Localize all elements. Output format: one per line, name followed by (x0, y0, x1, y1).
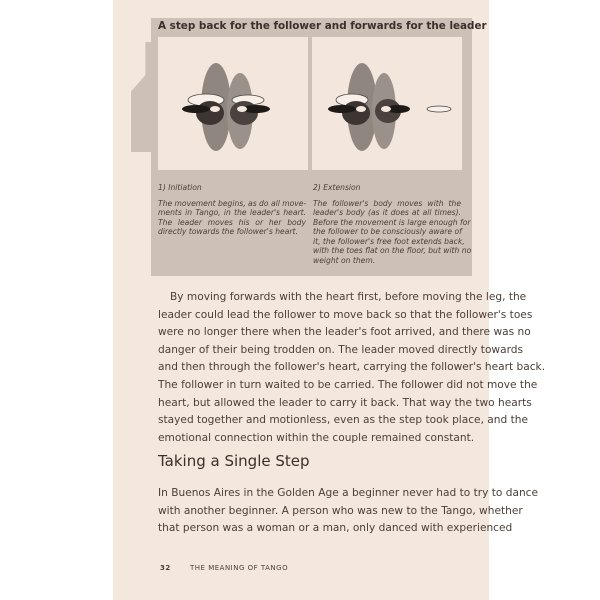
text-line: stayed together and motionless, even as the step took place, and the (158, 414, 528, 427)
caption-line: weight on them. (313, 255, 376, 265)
caption-line: The follower's body moves with the (313, 198, 461, 208)
text-line: and then through the follower's heart, carrying the follower's heart back. (158, 361, 546, 374)
figure-panel-initiation (158, 37, 308, 170)
caption-line: it, the follower's free foot extends back, (313, 236, 465, 246)
text-line: that person was a woman or a man, only danced with experienced (158, 522, 513, 535)
text-line: danger of their being trodden on. The leader moved directly towards (158, 343, 523, 356)
text-line: were no longer there when the leader's foot arrived, and there was no (158, 326, 531, 339)
paragraph-1 (158, 289, 546, 447)
caption-line: The leader moves his or her body (158, 217, 306, 227)
caption-line: leader's body (as it does at all times). (313, 208, 461, 217)
caption-line: ments in Tango, in the leader's heart. (158, 208, 306, 217)
caption-line: with the toes flat on the floor, but with no (313, 246, 472, 255)
paragraph-2 (158, 485, 538, 538)
page-number: 32 (160, 564, 171, 572)
caption-initiation (158, 183, 306, 237)
caption-line: the follower to be consciously aware of (313, 227, 462, 236)
caption-title: 2) Extension (313, 183, 361, 192)
figure-title: A step back for the follower and forwards for the leader (158, 20, 487, 32)
text-line: The follower in turn waited to be carried. The follower did not move the (158, 378, 538, 391)
dancers-illustration-extension (312, 37, 462, 170)
dancers-illustration-initiation (158, 37, 308, 170)
text-line: In Buenos Aires in the Golden Age a beginner never had to try to dance (158, 487, 538, 499)
text-line: leader could lead the follower to move back so that the follower's toes (158, 308, 533, 321)
text-line: heart, but allowed the leader to carry it back. That way the two hearts (158, 396, 532, 409)
running-footer-title: THE MEANING OF TANGO (190, 564, 289, 572)
caption-line: The movement begins, as do all move- (158, 198, 307, 208)
section-heading: Taking a Single Step (158, 452, 310, 470)
text-line: emotional connection within the couple remained constant. (158, 431, 475, 444)
caption-line: directly towards the follower's heart. (158, 227, 298, 236)
text-line: By moving forwards with the heart first, before moving the leg, the (170, 291, 527, 303)
caption-title: 1) Initiation (158, 183, 202, 192)
text-line: with another beginner. A person who was new to the Tango, whether (158, 504, 523, 517)
figure-panel-extension (312, 37, 462, 170)
figure-box (151, 18, 487, 276)
caption-line: Before the movement is large enough for (313, 217, 471, 227)
caption-extension (313, 183, 472, 265)
